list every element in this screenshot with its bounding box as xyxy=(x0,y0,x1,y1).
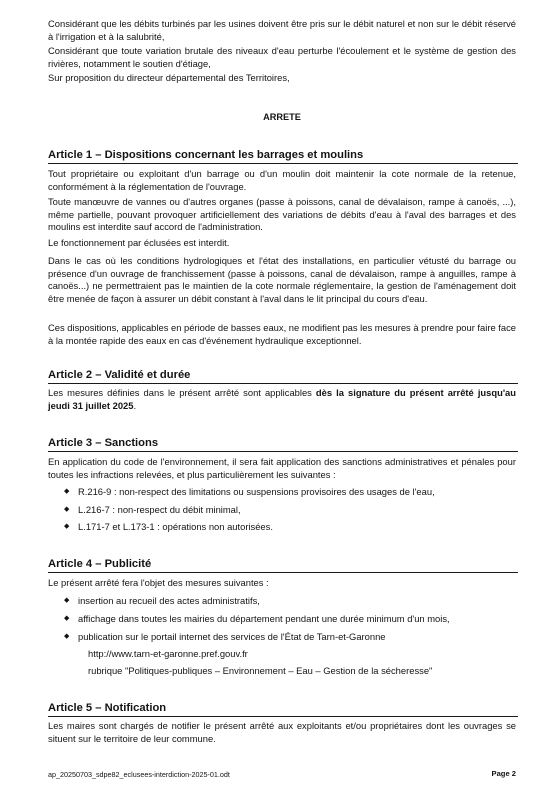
article-4-intro: Le présent arrêté fera l'objet des mesures suivantes : xyxy=(48,577,269,588)
article-5-paragraph: Les maires sont chargés de notifier le présent arrêté aux exploitants et/ou propriétaires dont les ouvrages se situent sur le territoire de leur commune. xyxy=(48,720,516,744)
list-item: ◆ L.216-7 : non-respect du débit minimal, xyxy=(78,504,241,517)
list-item: ◆ insertion au recueil des actes administratifs, xyxy=(78,595,260,608)
preamble-paragraph: Considérant que les débits turbinés par les usines doivent être pris sur le débit naturel et non sur le débit réservé à l'irrigation et à la salubrité, xyxy=(48,18,516,42)
article-2-text-end: . xyxy=(133,399,137,411)
arrete-title: ARRETE xyxy=(263,112,301,122)
article-1-paragraph: Le fonctionnement par éclusées est interdit. xyxy=(48,237,230,248)
list-item: ◆ publication sur le portail internet des services de l'État de Tarn-et-Garonne xyxy=(78,631,386,644)
article-1-heading: Article 1 – Dispositions concernant les barrages et moulins xyxy=(48,148,518,164)
article-2-text: Les mesures définies dans le présent arrêté sont applicables xyxy=(48,387,316,398)
preamble-paragraph: Considérant que toute variation brutale des niveaux d'eau perturbe l'écoulement et le système de gestion des rivières, notamment le soutien d'étiage, xyxy=(48,45,516,69)
page-number: Page 2 xyxy=(491,769,516,778)
article-2-bold-text: dès la signature du présent arrêté jusqu'au jeudi 31 juillet 2025 xyxy=(48,387,516,411)
article-4-heading: Article 4 – Publicité xyxy=(48,557,518,573)
list-item: ◆ R.216-9 : non-respect des limitations ou suspensions provisoires des usages de l'eau, xyxy=(78,486,435,499)
article-1-paragraph: Toute manœuvre de vannes ou d'autres organes (passe à poissons, canal de dévalaison, rampe à canoës, ...), même partielle, pouvant provoquer artificiellement des variations de débits d'eau à l'aval des barrages et des moulins est interdite sauf accord de l'administration. xyxy=(48,196,516,233)
list-item: ◆ L.171-7 et L.173-1 : opérations non autorisées. xyxy=(78,521,273,534)
article-2-paragraph xyxy=(48,387,516,412)
article-1-paragraph: Ces dispositions, applicables en période de basses eaux, ne modifient pas les mesures à prendre pour faire face à la montée rapide des eaux en cas d'événement hydraulique exceptionnel. xyxy=(48,322,516,346)
preamble-paragraph: Sur proposition du directeur départemental des Territoires, xyxy=(48,72,290,83)
prefecture-url: http://www.tarn-et-garonne.pref.gouv.fr xyxy=(88,648,248,659)
article-1-paragraph: Dans le cas où les conditions hydrologiques et l'état des installations, en particulier vétusté du barrage ou présence d'un ouvrage de franchissement (passe à poissons, canal de dévalaison, rampe à anguilles, rampe à canoës...) ne permettraient pas le maintien de la cote normale réglementaire, la gestion de l'aménagement doit être menée de façon à assurer un débit constant à l'aval dans le lit principal du cours d'eau. xyxy=(48,255,516,304)
article-3-intro: En application du code de l'environnement, il sera fait application des sanctions administratives et pénales pour toutes les infractions relevées, et plus particulièrement les suivantes : xyxy=(48,456,516,480)
footer-filename: ap_20250703_sdpe82_eclusees-interdiction-2025-01.odt xyxy=(48,770,230,779)
article-5-heading: Article 5 – Notification xyxy=(48,701,518,717)
article-3-heading: Article 3 – Sanctions xyxy=(48,436,518,452)
rubrique-text: rubrique "Politiques-publiques – Environnement – Eau – Gestion de la sécheresse" xyxy=(88,665,433,676)
article-1-paragraph: Tout propriétaire ou exploitant d'un barrage ou d'un moulin doit maintenir la cote normale de la retenue, conformément à la réglementation de l'ouvrage. xyxy=(48,168,516,192)
list-item: ◆ affichage dans toutes les mairies du département pendant une durée minimum d'un mois, xyxy=(78,613,450,626)
article-2-heading: Article 2 – Validité et durée xyxy=(48,368,518,384)
